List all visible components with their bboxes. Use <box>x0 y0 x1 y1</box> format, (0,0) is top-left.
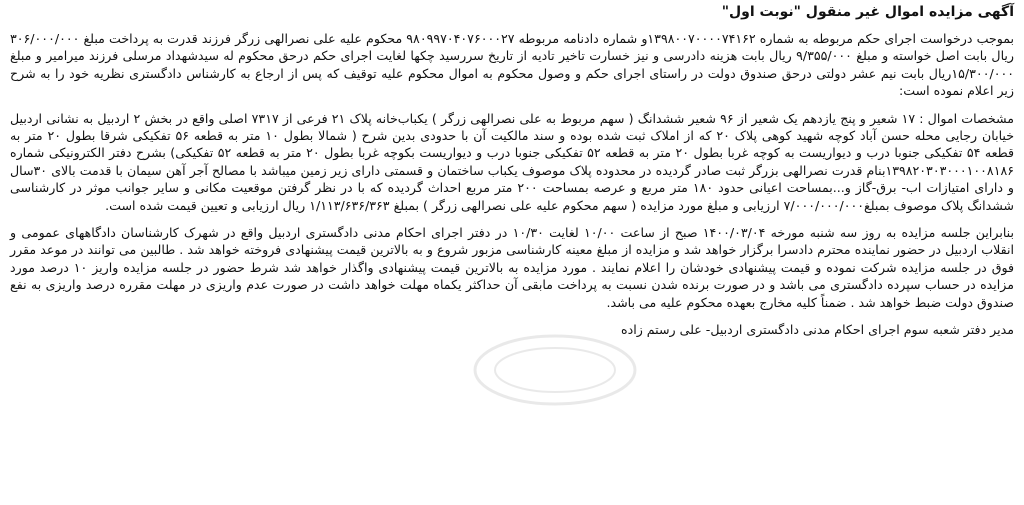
property-specs-paragraph: مشخصات اموال : ۱۷ شعیر و پنج یازدهم یک شعیر از ۹۶ شعیر ششدانگ ( سهم مربوط به علی نصرالهی زرگر ) یکباب‌خانه پلاک ۲۱ فرعی از ۷۳۱۷ اصلی واقع در بخش ۲ اردبیل به نشانی اردبیل خیابان رجایی محله حسن آباد کوچه شهید کوهی پلاک ۲۰ که از املاک ثبت شده بوده و سند مالکیت آن با حدودی بدین شرح ( شمالا بطول ۱۰ متر به قطعه ۵۶ تفکیکی شرقا بطول ۲۰ متر به قطعه ۵۴ تفکیکی جنوبا درب و دیواریست به کوچه غربا بطول ۲۰ متر به قطعه ۵۲ تفکیکی جنوبا درب و دیواریست بکوچه غربا بطول ۲۰ متر به قطعه ۵۲ تفکیکی) بشرح دفتر الکترونیکی شماره ۱۳۹۸۲۰۳۰۳۰۰۰۱۰۰۸۱۸۶بنام قدرت نصرالهی بزرگر ثبت صادر گردیده در محدوده پلاک موصوف یکباب ساختمان و قسمتی دارای زیر زمین میباشد با مصالح آجر آهن سیمان با قدمت بالای ۳۰سال و دارای امتیازات اب- برق-گاز و...بمساحت اعیانی حدود ۱۸۰ متر مربع و عرصه بمساحت ۲۰۰ متر مربع احداث گردیده که با در نظر گرفتن موقعیت مکانی و سایر جوانب موثر در کارشناسی ششدانگ پلاک موصوف بمبلغ۷/۰۰۰/۰۰۰/۰۰۰ ارزیابی و مبلغ مورد مزایده ( سهم محکوم علیه علی نصرالهی زرگر ) بمبلغ ۱/۱۱۳/۶۳۶/۳۶۳ ریال ارزیابی و تعیین قیمت شده است. <box>10 110 1015 213</box>
signature-line: مدیر دفتر شعبه سوم اجرای احکام مدنی دادگستری اردبیل- علی رستم زاده <box>621 322 1014 338</box>
notice-title: آگهی مزایده اموال غیر منقول "نوبت اول" <box>721 4 1014 20</box>
watermark-logo <box>470 330 640 410</box>
auction-terms-paragraph: بنابراین جلسه مزایده به روز سه شنبه مورخه ۱۴۰۰/۰۳/۰۴ صبح از ساعت ۱۰/۰۰ لغایت ۱۰/۳۰ در دفتر اجرای احکام مدنی دادگستری اردبیل واقع در شهرک کارشناسان دادگاههای عمومی و انقلاب اردبیل در حضور نماینده محترم دادسرا برگزار خواهد شد و مزایده از مبلغ معینه کارشناسی مزبور شروع و به بالاترین قیمت پیشنهادی فروخته خواهد شد . طالبین می توانند در موعد مقرر فوق در جلسه مزایده شرکت نموده و قیمت پیشنهادی خودشان را اعلام نمایند . مورد مزایده به بالاترین قیمت پیشنهادی واگذار خواهد شد شرط حضور در جلسه مزایده واریز ۱۰ درصد مورد مزایده در حساب سپرده دادگستری می باشد و در صورت برنده شدن نسبت به پرداخت مابقی آن حداکثر یکماه مهلت خواهد داشت در صورت عدم واریزی در مهلت مقرره درصد واریزی به نفع صندوق دولت ضبط خواهد شد . ضمناً کلیه مخارج بعهده محکوم علیه می باشد. <box>10 225 1014 310</box>
intro-paragraph: بموجب درخواست اجرای حکم مربوطه به شماره ۱۳۹۸۰۰۷۰۰۰۰۷۴۱۶۲و شماره دادنامه مربوطه ۹۸۰۹۹۷۰۴۰۷۶۰۰۰۲۷ محکوم علیه علی نصرالهی زرگر فرزند قدرت به پرداخت مبلغ ۳۰۶/۰۰۰/۰۰۰ ریال بابت اصل خواسته و مبلغ ۹/۳۵۵/۰۰۰ ریال بابت هزینه دادرسی و نیز خسارت تاخیر تادیه از تاریخ سررسید چکها لغایت اجرای حکم درحق محکوم له سیدشهداد مرسلی فرزند میرامیر و مبلغ ۱۵/۳۰۰/۰۰۰ریال بابت نیم عشر دولتی درحق صندوق دولت در راستای اجرای حکم و وصول محکوم به اموال محکوم علیه توقیف که پس از ارجاع به کارشناس دادگستری نظریه خود را به شرح زیر اعلام نموده است: <box>10 31 1015 99</box>
